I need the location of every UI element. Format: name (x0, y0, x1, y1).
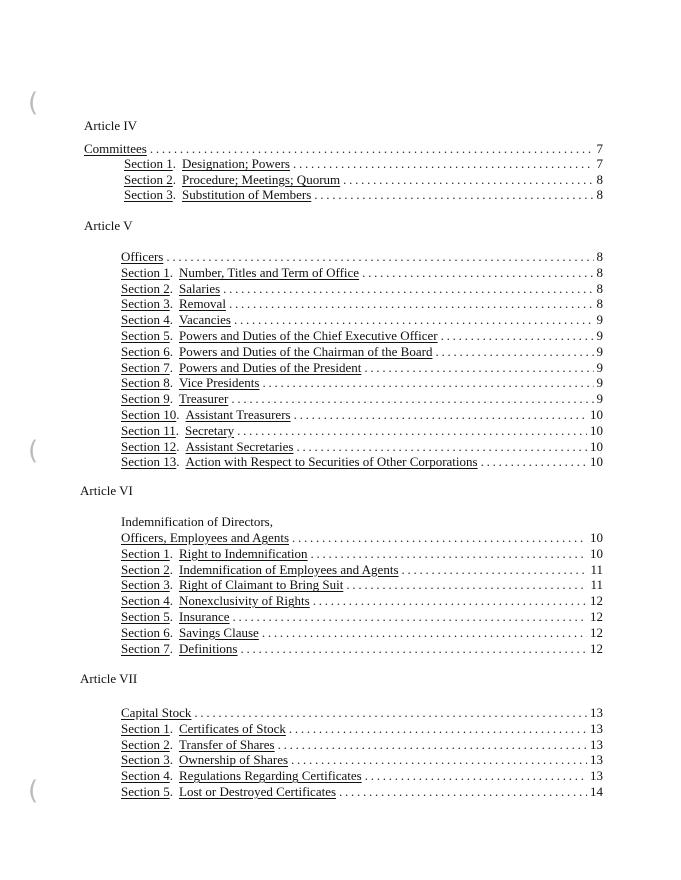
dot-leader (289, 721, 587, 736)
section-period: . (169, 577, 173, 593)
dot-leader (311, 546, 587, 561)
dot-leader (481, 454, 587, 469)
entry-title-prefix: Indemnification of Directors, (121, 514, 273, 529)
dot-leader (291, 752, 587, 767)
page-number: 7 (596, 156, 603, 172)
section-number-link[interactable]: Section 3 (121, 577, 170, 593)
toc-entry[interactable] (121, 344, 603, 359)
page-number: 8 (596, 249, 603, 264)
entry-title-link[interactable]: Savings Clause (179, 624, 259, 640)
entry-title-link[interactable]: Assistant Secretaries (185, 438, 294, 454)
entry-title-link[interactable]: Secretary (185, 422, 235, 438)
section-period: . (176, 454, 180, 470)
dot-leader (293, 156, 594, 171)
toc-entry[interactable] (121, 641, 603, 656)
section-number-link[interactable]: Section 3 (121, 752, 170, 768)
section-period: . (169, 624, 173, 640)
toc-entry[interactable] (121, 328, 603, 343)
page-number: 9 (596, 312, 603, 328)
toc-entry[interactable] (121, 454, 603, 469)
entry-title-link[interactable]: Powers and Duties of the Chairman of the Board (179, 343, 433, 359)
entry-title-link[interactable]: Nonexclusivity of Rights (179, 593, 310, 609)
toc-entry[interactable] (121, 265, 603, 280)
punch-hole-mark: ( (28, 436, 39, 466)
entry-title-link[interactable]: Powers and Duties of the President (179, 359, 362, 375)
dot-leader (441, 328, 594, 343)
section-period: . (176, 438, 180, 454)
dot-leader (223, 281, 593, 296)
dot-leader (314, 187, 593, 202)
entry-title-link[interactable]: Officers (121, 249, 164, 264)
toc-entry[interactable] (121, 546, 603, 561)
page-number: 8 (596, 171, 603, 187)
toc-entry[interactable] (121, 577, 603, 592)
dot-leader (365, 768, 587, 783)
page-number: 13 (590, 720, 603, 736)
entry-title-link[interactable]: Ownership of Shares (179, 752, 289, 768)
section-number-link[interactable]: Section 4 (121, 593, 170, 609)
toc-entry[interactable] (121, 752, 603, 767)
section-number-link[interactable]: Section 1 (124, 156, 173, 172)
section-period: . (175, 422, 180, 438)
article-heading: Article IV (84, 118, 138, 133)
entry-title-link[interactable]: Number, Titles and Term of Office (179, 264, 360, 280)
dot-leader (364, 360, 593, 375)
section-number-link[interactable]: Section 11 (121, 422, 176, 438)
section-period: . (169, 640, 173, 656)
entry-title-link[interactable]: Action with Respect to Securities of Other Corporations (185, 454, 478, 470)
section-period: . (176, 407, 180, 422)
section-number-link[interactable]: Section 1 (121, 545, 170, 561)
dot-leader (435, 344, 593, 359)
dot-leader (362, 265, 593, 280)
entry-title-link[interactable]: Vacancies (179, 312, 231, 328)
section-period: . (169, 784, 173, 799)
toc-entry[interactable] (121, 737, 603, 752)
section-period: . (169, 391, 173, 407)
section-number-link[interactable]: Section 5 (121, 328, 170, 343)
dot-leader (237, 423, 587, 438)
page-number: 10 (590, 438, 603, 454)
entry-title-link[interactable]: Vice Presidents (179, 375, 260, 391)
toc-entry[interactable] (121, 721, 603, 736)
entry-title-link[interactable]: Right to Indemnification (179, 545, 308, 561)
entry-title-link[interactable]: Removal (179, 296, 226, 312)
dot-leader (313, 593, 587, 608)
entry-title-link[interactable]: Certificates of Stock (179, 720, 286, 736)
page-number: 11 (590, 561, 603, 577)
page-number: 8 (596, 264, 603, 280)
dot-leader (231, 391, 593, 406)
toc-entry[interactable] (121, 281, 603, 296)
entry-title-link[interactable]: Officers, Employees and Agents (121, 530, 289, 545)
dot-leader (229, 296, 594, 311)
page-number: 9 (596, 343, 603, 359)
section-number-link[interactable]: Section 9 (121, 391, 170, 407)
section-period: . (169, 359, 173, 375)
entry-title-link[interactable]: Definitions (179, 640, 238, 656)
entry-title-link[interactable]: Designation; Powers (182, 156, 290, 172)
page-number: 12 (590, 593, 603, 609)
dot-leader (150, 141, 594, 156)
dot-leader (296, 439, 587, 454)
toc-entry[interactable] (121, 562, 603, 577)
dot-leader (241, 641, 588, 656)
toc-entry[interactable] (121, 530, 603, 545)
entry-title-link[interactable]: Powers and Duties of the Chief Executive Officer (179, 328, 438, 343)
section-number-link[interactable]: Section 6 (121, 343, 170, 359)
dot-leader (262, 375, 593, 390)
toc-entry[interactable] (121, 312, 603, 327)
toc-entry[interactable] (121, 407, 603, 422)
page-number: 8 (596, 280, 603, 296)
entry-title-link[interactable]: Capital Stock (121, 705, 192, 720)
toc-entry[interactable] (121, 784, 603, 799)
page-number: 13 (590, 752, 603, 768)
section-period: . (169, 768, 173, 784)
page-number: 7 (596, 141, 603, 156)
entry-title-link[interactable]: Lost or Destroyed Certificates (179, 784, 337, 799)
dot-leader (343, 172, 593, 187)
section-period: . (169, 736, 173, 752)
page-number: 10 (590, 407, 603, 422)
toc-entry[interactable] (121, 625, 603, 640)
page-number: 12 (590, 640, 603, 656)
page-number: 9 (596, 391, 603, 407)
section-period: . (172, 156, 176, 172)
toc-entry[interactable] (124, 172, 603, 187)
section-period: . (169, 280, 173, 296)
section-number-link[interactable]: Section 3 (121, 296, 170, 312)
toc-entry[interactable] (121, 593, 603, 608)
toc-entry[interactable] (121, 768, 603, 783)
page-number: 10 (590, 422, 603, 438)
page-number: 10 (590, 454, 603, 470)
section-number-link[interactable]: Section 2 (124, 171, 173, 187)
dot-leader (292, 530, 587, 545)
page-number: 13 (590, 705, 603, 720)
dot-leader (234, 312, 594, 327)
dot-leader (294, 407, 587, 422)
page-number: 14 (590, 784, 603, 799)
dot-leader (233, 609, 587, 624)
section-number-link[interactable]: Section 2 (121, 736, 170, 752)
section-period: . (169, 561, 173, 577)
toc-entry[interactable] (121, 296, 603, 311)
section-period: . (169, 375, 173, 391)
toc-entry[interactable] (121, 439, 603, 454)
page-number: 11 (590, 577, 603, 593)
section-number-link[interactable]: Section 3 (124, 187, 173, 203)
dot-leader (194, 705, 587, 720)
entry-title-link[interactable]: Insurance (179, 609, 230, 624)
toc-entry[interactable] (121, 391, 603, 406)
section-number-link[interactable]: Section 1 (121, 720, 170, 736)
toc-entry[interactable] (121, 249, 603, 264)
section-number-link[interactable]: Section 12 (121, 438, 177, 454)
page-number: 12 (590, 609, 603, 624)
page-number: 9 (596, 359, 603, 375)
section-number-link[interactable]: Section 2 (121, 561, 170, 577)
section-number-link[interactable]: Section 6 (121, 624, 170, 640)
punch-hole-mark: ( (28, 776, 39, 806)
page-number: 12 (590, 624, 603, 640)
entry-title-link[interactable]: Procedure; Meetings; Quorum (182, 171, 341, 187)
page-number: 8 (596, 296, 603, 312)
section-number-link[interactable]: Section 10 (121, 407, 177, 422)
section-period: . (169, 264, 173, 280)
section-number-link[interactable]: Section 4 (121, 312, 170, 328)
page-number: 10 (590, 530, 603, 545)
section-period: . (169, 752, 173, 768)
section-number-link[interactable]: Section 7 (121, 359, 170, 375)
article-heading: Article V (84, 218, 133, 233)
article-heading: Article VI (80, 483, 133, 498)
toc-entry[interactable] (121, 705, 603, 720)
entry-title-link[interactable]: Regulations Regarding Certificates (179, 768, 362, 784)
toc-entry[interactable] (84, 141, 603, 156)
page-number: 8 (596, 187, 603, 203)
section-period: . (172, 171, 176, 187)
entry-title-link[interactable]: Right of Claimant to Bring Suit (179, 577, 344, 593)
section-period: . (169, 343, 173, 359)
dot-leader (346, 577, 587, 592)
entry-title-link[interactable]: Committees (84, 141, 147, 156)
section-period: . (169, 312, 173, 328)
toc-entry[interactable] (121, 423, 603, 438)
dot-leader (166, 249, 593, 264)
page-number: 9 (596, 328, 603, 343)
entry-title-link[interactable]: Salaries (179, 280, 221, 296)
toc-entry[interactable] (121, 375, 603, 390)
article-heading: Article VII (80, 671, 138, 686)
section-period: . (169, 609, 173, 624)
page-number: 13 (590, 736, 603, 752)
toc-entry[interactable] (124, 187, 603, 202)
section-number-link[interactable]: Section 2 (121, 280, 170, 296)
section-number-link[interactable]: Section 5 (121, 609, 170, 624)
section-period: . (169, 328, 173, 343)
dot-leader (402, 562, 588, 577)
entry-title-link[interactable]: Treasurer (179, 391, 229, 407)
entry-title-link[interactable]: Substitution of Members (182, 187, 312, 203)
dot-leader (262, 625, 587, 640)
section-period: . (169, 720, 173, 736)
toc-entry[interactable] (121, 360, 603, 375)
section-period: . (169, 296, 173, 312)
page-number: 10 (590, 545, 603, 561)
toc-entry[interactable] (121, 609, 603, 624)
dot-leader (278, 737, 587, 752)
section-period: . (172, 187, 176, 203)
section-period: . (169, 545, 173, 561)
entry-title-link[interactable]: Assistant Treasurers (185, 407, 291, 422)
dot-leader (339, 784, 587, 799)
section-number-link[interactable]: Section 4 (121, 768, 170, 784)
section-number-link[interactable]: Section 1 (121, 264, 170, 280)
section-period: . (169, 593, 173, 609)
entry-title-link[interactable]: Indemnification of Employees and Agents (179, 561, 399, 577)
page-number: 13 (590, 768, 603, 784)
entry-title-link[interactable]: Transfer of Shares (179, 736, 275, 752)
section-number-link[interactable]: Section 7 (121, 640, 170, 656)
section-number-link[interactable]: Section 5 (121, 784, 170, 799)
section-number-link[interactable]: Section 13 (121, 454, 177, 470)
punch-hole-mark: ( (28, 88, 39, 118)
toc-entry[interactable] (124, 156, 603, 171)
section-number-link[interactable]: Section 8 (121, 375, 170, 391)
page-number: 9 (596, 375, 603, 391)
